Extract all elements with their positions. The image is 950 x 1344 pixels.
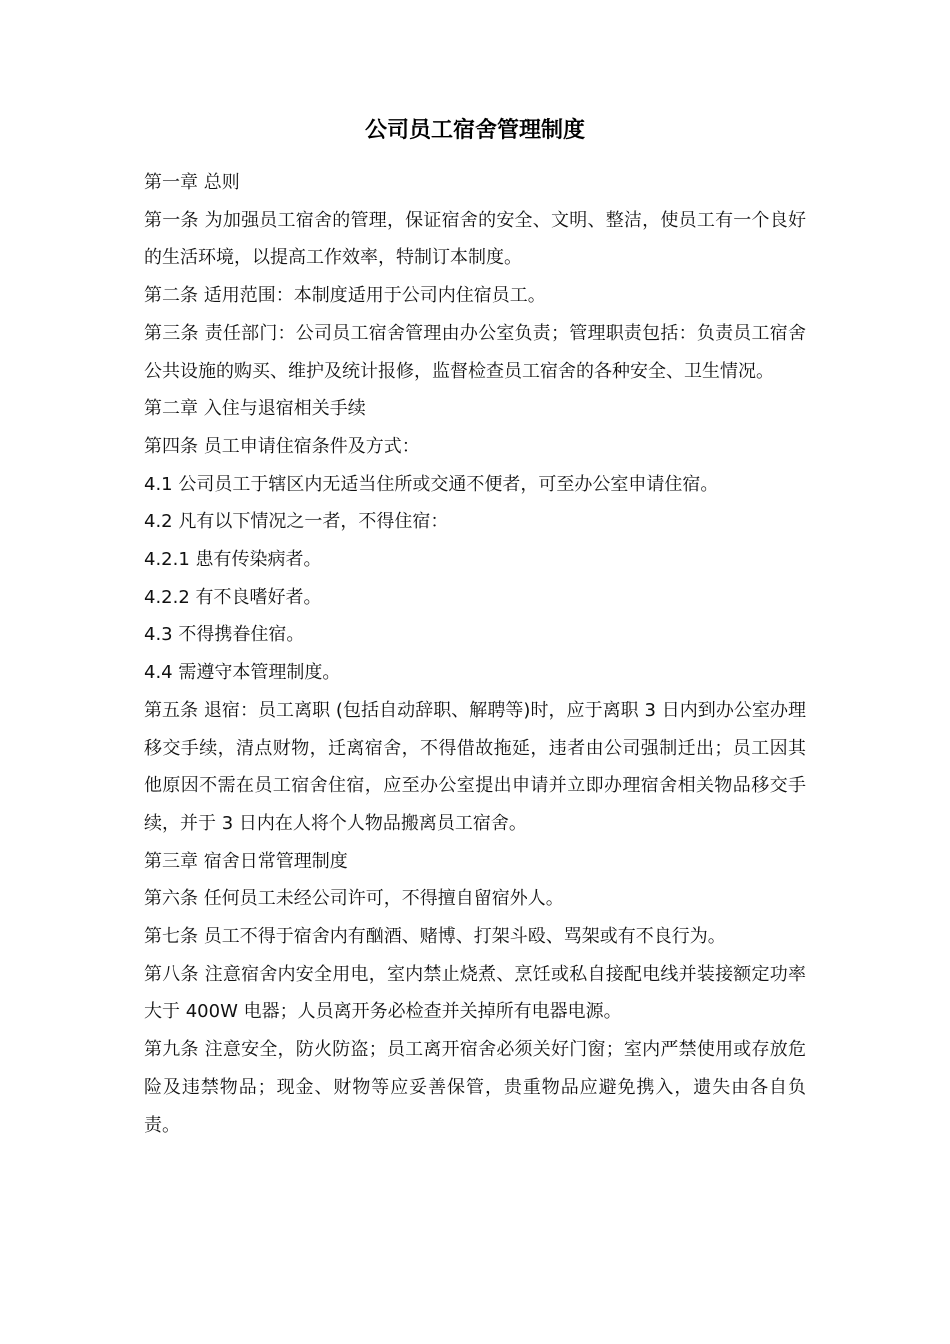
- clause-4-2-1: 4.2.1 患有传染病者。: [144, 549, 322, 571]
- clause-4-1: 4.1 公司员工于辖区内无适当住所或交通不便者，可至办公室申请住宿。: [144, 473, 719, 495]
- clause-4-3: 4.3 不得携眷住宿。: [144, 624, 305, 646]
- article-2: 第二条 适用范围：本制度适用于公司内住宿员工。: [144, 285, 546, 307]
- chapter-3-heading: 第三章 宿舍日常管理制度: [144, 850, 348, 872]
- article-8: 第八条 注意宿舍内安全用电，室内禁止烧煮、烹饪或私自接配电线并装接额定功率大于 400W 电器；人员离开务必检查并关掉所有电器电源。: [144, 963, 806, 1023]
- article-5: 第五条 退宿：员工离职 (包括自动辞职、解聘等)时，应于离职 3 日内到办公室办理移交手续，清点财物，迁离宿舍，不得借故拖延，违者由公司强制迁出；员工因其他原因不需在员工宿舍住宿，应至办公室提出申请并立即办理宿舍相关物品移交手续，并于 3 日内在人将个人物品搬离员工宿舍。: [144, 699, 806, 834]
- article-3: 第三条 责任部门：公司员工宿舍管理由办公室负责；管理职责包括：负责员工宿舍公共设施的购买、维护及统计报修，监督检查员工宿舍的各种安全、卫生情况。: [144, 322, 806, 382]
- clause-4-4: 4.4 需遵守本管理制度。: [144, 662, 341, 684]
- chapter-1-heading: 第一章 总则: [144, 172, 240, 193]
- article-1: 第一条 为加强员工宿舍的管理，保证宿舍的安全、文明、整洁，使员工有一个良好的生活环境，以提高工作效率，特制订本制度。: [144, 209, 806, 269]
- article-4: 第四条 员工申请住宿条件及方式：: [144, 435, 420, 457]
- document-body: [144, 164, 806, 1144]
- clause-4-2: 4.2 凡有以下情况之一者，不得住宿：: [144, 511, 449, 533]
- chapter-2-heading: 第二章 入住与退宿相关手续: [144, 398, 366, 420]
- clause-4-2-2: 4.2.2 有不良嗜好者。: [144, 586, 322, 608]
- document-title: 公司员工宿舍管理制度: [364, 117, 585, 143]
- article-7: 第七条 员工不得于宿舍内有酗酒、赌博、打架斗殴、骂架或有不良行为。: [144, 926, 726, 948]
- article-6: 第六条 任何员工未经公司许可，不得擅自留宿外人。: [144, 888, 564, 910]
- article-9: 第九条 注意安全，防火防盗；员工离开宿舍必须关好门窗；室内严禁使用或存放危险及违禁物品；现金、财物等应妥善保管，贵重物品应避免携入，遗失由各自负责。: [144, 1039, 806, 1136]
